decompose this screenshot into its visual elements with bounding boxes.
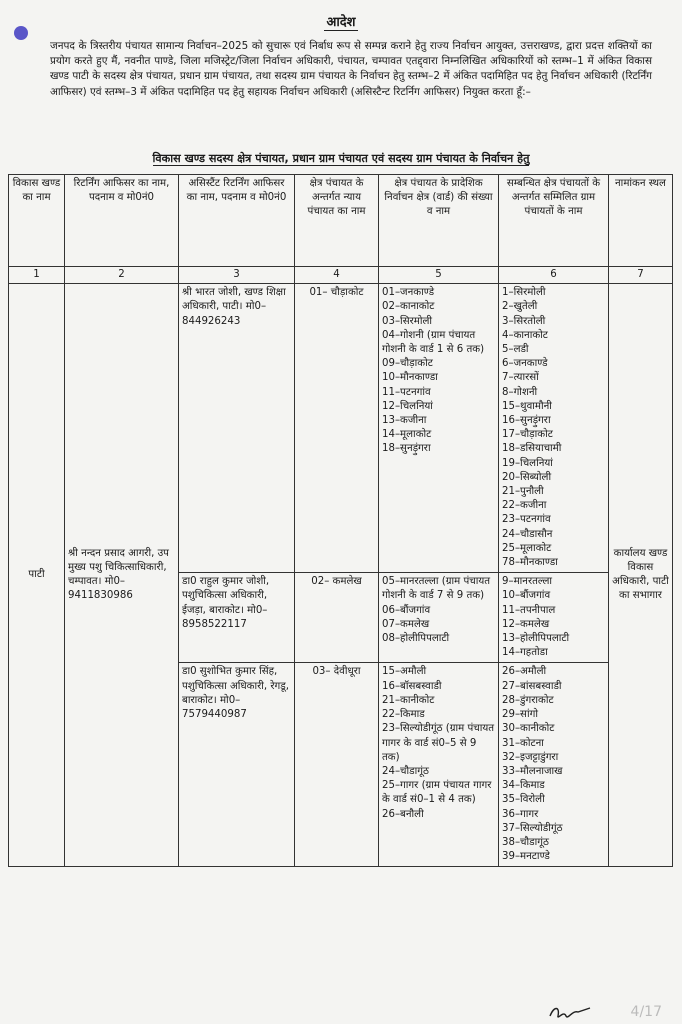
list-item: 4–कानाकोट [502,329,548,341]
list-item: 20–सिब्योली [502,471,552,483]
list-item: 07–कमलेख [382,618,430,630]
list-item: 29–सांगो [502,709,538,721]
list-item: 14–गहतोडा [502,647,548,659]
nyay-panchayat: 03– देवीधूरा [295,663,379,867]
col-number: 4 [295,267,379,284]
col-number: 1 [9,267,65,284]
header-nyay: क्षेत्र पंचायत के अन्तर्गत न्याय पंचायत का नाम [295,175,379,267]
list-item: 9–मानरतल्ला [502,576,553,588]
header-nomination: नामांकन स्थल [609,175,673,267]
page-number: 4/17 [630,1004,662,1020]
list-item: 04–गोशनी (ग्राम पंचायत गोशनी के वार्ड 1 से 6 तक) [382,329,485,356]
list-item: 39–मनटाण्डे [502,851,550,863]
list-item: 05–मानरतल्ला (ग्राम पंचायत गोशनी के वार्ड 7 से 9 तक) [382,576,491,602]
list-item: 22–कजीना [502,500,547,512]
list-item: 11–पटनगांव [382,386,431,398]
header-aro: असिस्टैंट रिटर्निंग आफिसर का नाम, पदनाम व मो0नं0 [179,175,295,267]
list-item: 18–डसियाचामी [502,443,562,455]
list-item: 21–पुनौली [502,486,544,498]
col-number: 5 [379,267,499,284]
list-item: 2–खुतेली [502,301,538,313]
list-item: 24–चौडासौन [502,528,553,540]
list-item: 23–सिल्योडीगूंठ (ग्राम पंचायत गागर के वार्ड सं0–5 से 9 तक) [382,723,495,763]
list-item: 18–सुनड़ुंगरा [382,443,431,455]
list-item: 26–बनौली [382,808,424,820]
assistant-ro: श्री भारत जोशी, खण्ड शिक्षा अधिकारी, पाटी। मो0–844926243 [179,284,295,573]
list-item: 6–जनकाण्डे [502,358,548,370]
assistant-ro: डा0 सुशोभित कुमार सिंह, पशुचिकित्सा अधिकारी, रेगडू, बाराकोट। मो0–7579440987 [179,663,295,867]
table-row [9,284,673,573]
col-number: 3 [179,267,295,284]
list-item: 27–बांसबस्वाडी [502,680,562,692]
list-item: 08–होलीपिपलाटी [382,633,450,645]
list-item: 78–मौनकाण्डा [502,557,558,569]
nyay-panchayat: 01– चौड़ाकोट [295,284,379,573]
list-item: 02–कानाकोट [382,301,435,313]
list-item: 16–बॉसबस्वाडी [382,680,442,692]
list-item: 7–त्यारसों [502,372,539,384]
list-item: 28–डुंगराकोट [502,694,554,706]
assistant-ro: डा0 राहुल कुमार जोशी, पशुचिकित्सा अधिकारी, ईजड़ा, बाराकोट। मो0–8958522117 [179,573,295,663]
list-item: 13–कजीना [382,415,427,427]
list-item: 24–चौडागूंठ [382,765,429,777]
list-item: 3–सिरतोली [502,315,546,327]
list-item: 17–चौड़ाकोट [502,429,553,441]
list-item: 1–सिरमोली [502,287,546,299]
officer-table [8,174,673,867]
list-item: 33–मौलनाजाख [502,765,563,777]
header-ro: रिटर्निंग आफिसर का नाम, पदनाम व मो0नं0 [65,175,179,267]
list-item: 06–बौंजगांव [382,604,431,616]
list-item: 11–तपनीपाल [502,604,556,616]
list-item: 26–अमौली [502,666,547,678]
subheading: विकास खण्ड सदस्य क्षेत्र पंचायत, प्रधान ग्राम पंचायत एवं सदस्य ग्राम पंचायत के निर्वाचन हेतु [152,152,530,165]
header-wards: क्षेत्र पंचायत के प्रादेशिक निर्वाचन क्षेत्र (वार्ड) की संख्या व नाम [379,175,499,267]
list-item: 36–गागर [502,808,539,820]
list-item: 30–कानीकोट [502,723,555,735]
signature-mark [548,1004,592,1022]
col-number: 2 [65,267,179,284]
returning-officer: श्री नन्दन प्रसाद आगरी, उप मुख्य पशु चिकित्साधिकारी, चम्पावत। मो0–9411830986 [65,284,179,867]
list-item: 37–सिल्योडीगूंठ [502,822,563,834]
nyay-panchayat: 02– कमलेख [295,573,379,663]
block-name: पाटी [9,284,65,867]
order-paragraph: जनपद के त्रिस्तरीय पंचायत सामान्य निर्वाचन–2025 को सुचारू एवं निर्बाध रूप से सम्पन्न कराने हेतु राज्य निर्वाचन आयुक्त, उत्तराखण्ड, द्वारा प्रदत्त शक्तियों का प्रयोग करते हुए मैं, नवनीत पाण्डे, जिला मजिस्ट्रेट/जिला निर्वाचन अधिकारी, पंचायत, चम्पावत एतद्द्वारा निम्नलिखित अधिकारियों को स्तम्भ–1 में अंकित विकास खण्ड पाटी के सदस्य क्षेत्र पंचायत, प्रधान ग्राम पंचायत, तथा सदस्य ग्राम पंचायत के निर्वाचन हेतु स्तम्भ–2 में अंकित पदामिहित पद हेतु निर्वाचन अधिकारी (रिटर्निंग आफिसर) एवं स्तम्भ–3 में अंकित पदामिहित पद हेतु सहायक निर्वाचन अधिकारी (असिस्टैन्ट रिटर्निग आफिसर) नियुक्त करता हूँ:– [50,40,652,98]
list-item: 21–कानीकोट [382,694,435,706]
list-item: 15–अमौली [382,666,427,678]
village-list [499,284,609,573]
list-item: 10–मौनकाण्डा [382,372,438,384]
list-item: 19–चिलनियां [502,457,553,469]
order-title: आदेश [326,15,356,30]
list-item: 32–इजट्टाडुंगरा [502,751,559,763]
list-item: 22–किमाड [382,709,425,721]
list-item: 25–मूलाकोट [502,542,552,554]
list-item: 14–मूलाकोट [382,429,432,441]
list-item: 03–सिरमोली [382,315,433,327]
header-block: विकास खण्ड का नाम [9,175,65,267]
ward-list [379,284,499,573]
list-item: 13–होलीपिपलाटी [502,633,570,645]
col-number: 7 [609,267,673,284]
list-item: 23–पटनगांव [502,514,551,526]
nomination-place: कार्यालय खण्ड विकास अधिकारी, पाटी का सभागार [609,284,673,867]
header-villages: सम्बन्धित क्षेत्र पंचायतों के अन्तर्गत सम्मिलित ग्राम पंचायतों के नाम [499,175,609,267]
list-item: 5–लडी [502,344,529,356]
list-item: 25–गागर (ग्राम पंचायत गागर के वार्ड सं0–1 से 4 तक) [382,780,492,806]
list-item: 12–चिलनियां [382,400,433,412]
list-item: 34–किमाड [502,780,545,792]
list-item: 15–थुवामौनी [502,400,552,412]
ward-list [379,573,499,663]
list-item: 8–गोशनी [502,386,538,398]
village-list [499,573,609,663]
ward-list [379,663,499,867]
list-item: 10–बौंजगांव [502,590,551,602]
list-item: 35–विरोली [502,794,545,806]
list-item: 01–जनकाण्डे [382,287,435,299]
list-item: 38–चौडागूंठ [502,836,549,848]
list-item: 31–कोटना [502,737,544,749]
col-number: 6 [499,267,609,284]
list-item: 12–कमलेख [502,618,550,630]
list-item: 09–चौड़ाकोट [382,358,433,370]
village-list [499,663,609,867]
list-item: 16–सुनड़ुंगरा [502,415,551,427]
